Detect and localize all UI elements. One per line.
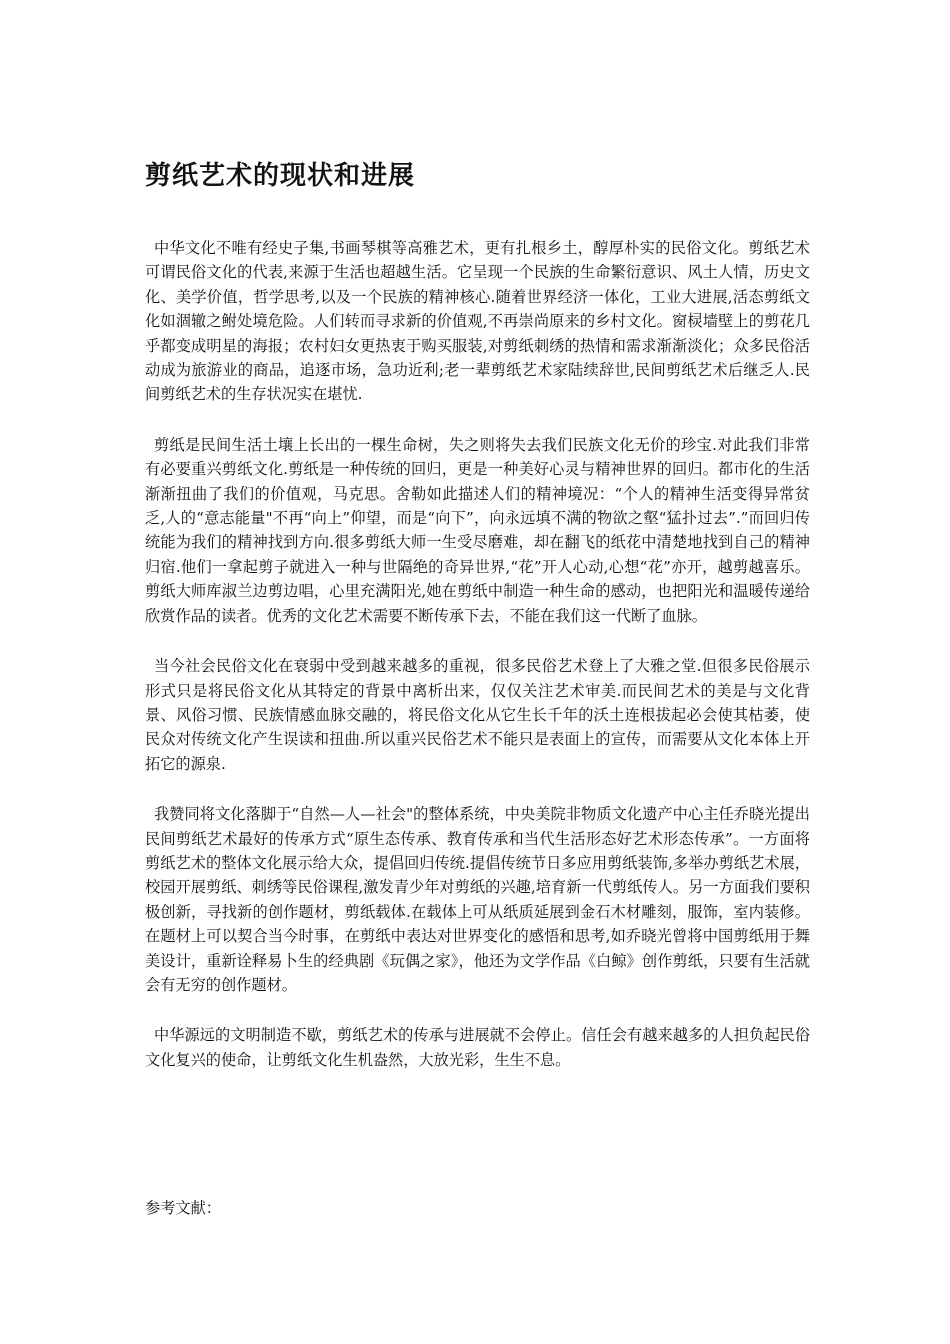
paragraph-conclusion: 中华源远的文明制造不歇，剪纸艺术的传承与进展就不会停止。信任会有越来越多的人担负起民俗文化复兴的使命，让剪纸文化生机盎然，大放光彩，生生不息。 — [145, 1026, 810, 1069]
paragraph-life-tree: 剪纸是民间生活土壤上长出的一棵生命树，失之则将失去我们民族文化无价的珍宝.对此我们非常有必要重兴剪纸文化.剪纸是一种传统的回归，更是一种美好心灵与精神世界的回归。都市化的生活渐渐扭曲了我们的价值观，马克思。舍勒如此描述人们的精神境况：“个人的精神生活变得异常贫乏,人的“意志能量"不再“向上”仰望，而是“向下”，向永远填不满的物欲之壑“猛扑过去”.”而回归传统能为我们的精神找到方向.很多剪纸大师一生受尽磨难，却在翻飞的纸花中清楚地找到自己的精神归宿.他们一拿起剪子就进入一种与世隔绝的奇异世界,“花”开人心动,心想“花”亦开，越剪越喜乐。剪纸大师库淑兰边剪边唱，心里充满阳光,她在剪纸中制造一种生命的感动，也把阳光和温暖传递给欣赏作品的读者。优秀的文化艺术需要不断传承下去，不能在我们这一代断了血脉。 — [145, 435, 810, 625]
document-title: 剪纸艺术的现状和进展 — [145, 161, 416, 191]
document-body — [145, 236, 810, 1098]
paragraph-inheritance: 我赞同将文化落脚于“自然—人—社会"的整体系统，中央美院非物质文化遗产中心主任乔晓光提出民间剪纸艺术最好的传承方式“原生态传承、教育传承和当代生活形态好艺术形态传承”。一方面将剪纸艺术的整体文化展示给大众，提倡回归传统.提倡传统节日多应用剪纸装饰,多举办剪纸艺术展，校园开展剪纸、刺绣等民俗课程,激发青少年对剪纸的兴趣,培育新一代剪纸传人。另一方面我们要积极创新，寻找新的创作题材，剪纸载体.在载体上可从纸质延展到金石木材雕刻，服饰，室内装修。在题材上可以契合当今时事，在剪纸中表达对世界变化的感悟和思考,如乔晓光曾将中国剪纸用于舞美设计，重新诠释易卜生的经典剧《玩偶之家》，他还为文学作品《白鲸》创作剪纸，只要有生活就会有无穷的创作题材。 — [145, 805, 810, 994]
paragraph-intro: 中华文化不唯有经史子集,书画琴棋等高雅艺术，更有扎根乡土，醇厚朴实的民俗文化。剪纸艺术可谓民俗文化的代表,来源于生活也超越生活。它呈现一个民族的生命繁衍意识、风土人情，历史文化、美学价值，哲学思考,以及一个民族的精神核心.随着世界经济一体化，工业大进展,活态剪纸文化如涸辙之鲋处境危险。人们转而寻求新的价值观,不再崇尚原来的乡村文化。窗棂墙壁上的剪花几乎都变成明星的海报；农村妇女更热衷于购买服装,对剪纸刺绣的热情和需求渐渐淡化；众多民俗活动成为旅游业的商品，追逐市场，急功近利;老一辈剪纸艺术家陆续辞世,民间剪纸艺术后继乏人.民间剪纸艺术的生存状况实在堪忧. — [145, 239, 810, 404]
paragraph-folk-display: 当今社会民俗文化在衰弱中受到越来越多的重视，很多民俗艺术登上了大雅之堂.但很多民俗展示形式只是将民俗文化从其特定的背景中离析出来，仅仅关注艺术审美.而民间艺术的美是与文化背景、风俗习惯、民族情感血脉交融的，将民俗文化从它生长千年的沃土连根拔起必会使其枯萎，使民众对传统文化产生误读和扭曲.所以重兴民俗艺术不能只是表面上的宣传，而需要从文化本体上开拓它的源泉. — [145, 657, 810, 773]
references-heading: 参考文献： — [145, 1199, 221, 1217]
